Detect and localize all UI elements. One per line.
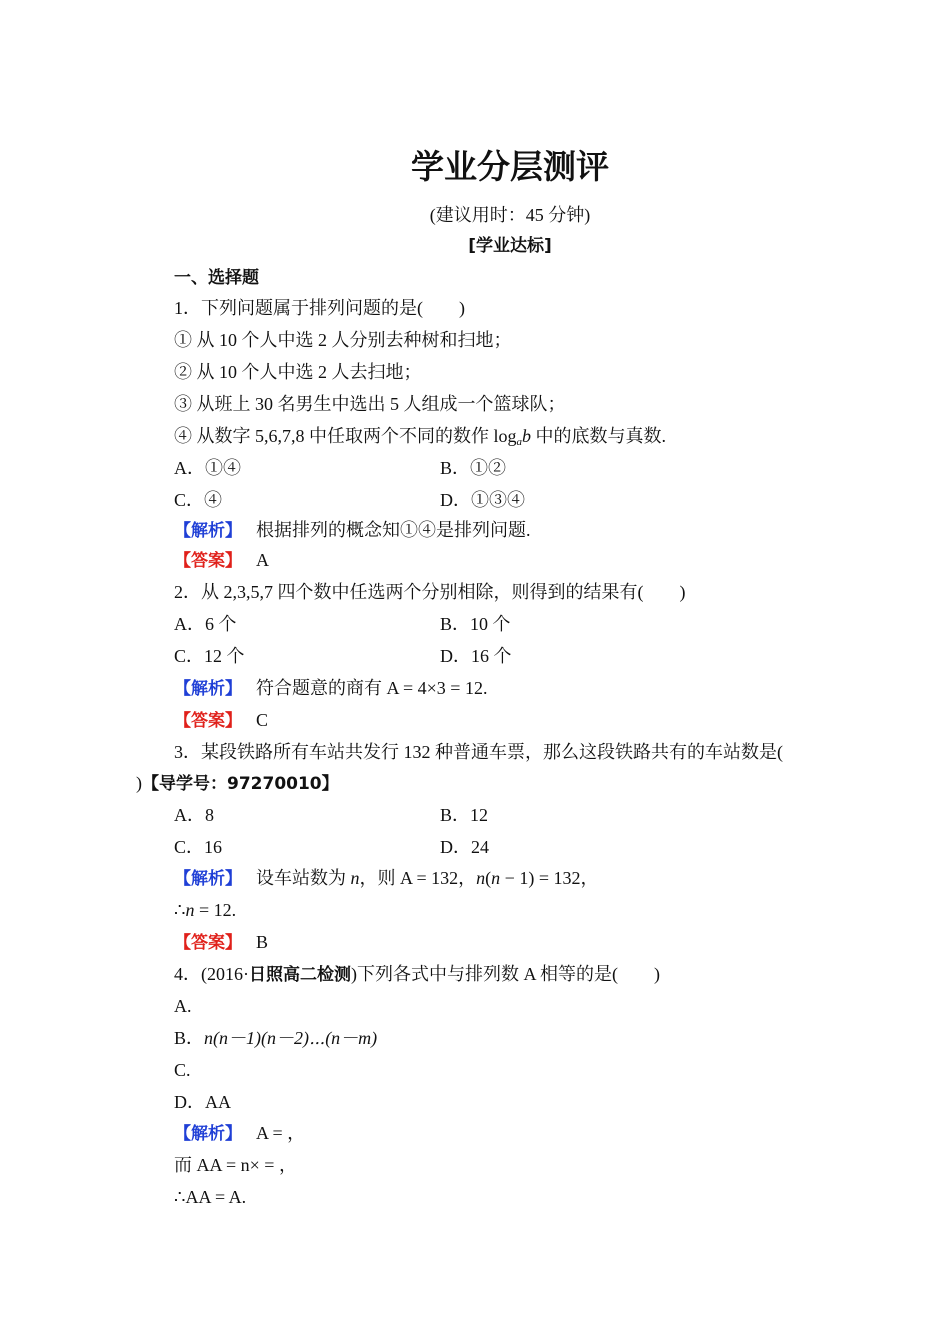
q2-stem: 2．从 2,3,5,7 四个数中任选两个分别相除，则得到的结果有( ) — [174, 582, 686, 602]
q1-item-4 — [174, 424, 666, 454]
q4-stem-pre: 4．(2016· — [174, 964, 249, 984]
q3-stem: 3．某段铁路所有车站共发行 132 种普通车票，那么这段铁路共有的车站数是( — [174, 742, 783, 762]
q3-analysis-text: ，则 A = 132， — [359, 868, 477, 888]
part-heading: 一、选择题 — [174, 268, 259, 288]
q1-item-2: ② 从 10 个人中选 2 人去扫地； — [174, 362, 422, 382]
q2-option-a: A．6 个 — [174, 614, 237, 634]
q1-option-b: B．①② — [440, 458, 507, 478]
analysis-tag: 【解析】 — [174, 521, 242, 541]
q2-analysis-text: 符合题意的商有 A = 4×3 = 12. — [256, 678, 488, 698]
q4-stem — [174, 962, 660, 987]
answer-tag: 【答案】 — [174, 551, 242, 571]
q2-option-d: D．16 个 — [440, 646, 512, 666]
q3-option-c: C．16 — [174, 837, 223, 857]
q3-conclusion — [174, 898, 236, 922]
q4-analysis — [174, 1121, 305, 1146]
q3-analysis-text: ( — [485, 868, 492, 888]
q1-stem: 1．下列问题属于排列问题的是( ) — [174, 298, 465, 318]
q2-option-c: C．12 个 — [174, 646, 245, 666]
q2-option-b: B．10 个 — [440, 614, 511, 634]
q1-item-3: ③ 从班上 30 名男生中选出 5 人组成一个篮球队； — [174, 394, 566, 414]
q1-option-c: C．④ — [174, 490, 223, 510]
q4-option-d: D．AA — [174, 1092, 231, 1112]
q3-answer — [174, 930, 268, 955]
var-n: n — [491, 868, 501, 888]
q2-answer — [174, 708, 268, 733]
time-suggestion: (建议用时：45 分钟) — [429, 205, 591, 225]
q3-stem-cont — [136, 771, 339, 796]
therefore-sign: ∴ — [174, 900, 186, 920]
q4-stem-post: )下列各式中与排列数 A 相等的是( ) — [351, 964, 660, 984]
q4-option-b-label: B． — [174, 1028, 205, 1048]
q4-analysis-line-2: 而 AA = n× = ， — [174, 1155, 297, 1175]
q3-option-b: B．12 — [440, 805, 489, 825]
q1-item-1: ① 从 10 个人中选 2 人分别去种树和扫地； — [174, 330, 512, 350]
q1-item-4-sub: a — [516, 436, 522, 448]
q1-answer-value: A — [256, 550, 269, 570]
analysis-tag: 【解析】 — [174, 869, 242, 889]
page-title: 学业分层测评 — [411, 147, 609, 186]
q1-item-4-post: 中的底数与真数. — [531, 426, 666, 446]
q4-analysis-line-3: ∴AA = A. — [174, 1187, 247, 1207]
var-n: n — [350, 868, 360, 888]
var-n: n — [476, 868, 486, 888]
q4-source: 日照高二检测 — [249, 965, 351, 985]
q4-option-a: A. — [174, 996, 192, 1016]
q4-analysis-text: A = ， — [256, 1123, 306, 1143]
q3-analysis — [174, 866, 598, 891]
q2-analysis — [174, 676, 487, 701]
q3-option-d: D．24 — [440, 837, 489, 857]
q4-option-b — [174, 1026, 377, 1050]
q2-answer-value: C — [256, 710, 269, 730]
q4-option-c: C. — [174, 1060, 191, 1080]
var-n: n — [185, 900, 195, 920]
q1-analysis — [174, 518, 531, 543]
q1-option-d: D．①③④ — [440, 490, 525, 510]
q1-option-a: A．①④ — [174, 458, 241, 478]
q3-option-a: A．8 — [174, 805, 214, 825]
guide-number: 【导学号：97270010】 — [142, 774, 339, 794]
q1-item-4-pre: ④ 从数字 5,6,7,8 中任取两个不同的数作 log — [174, 426, 517, 446]
answer-tag: 【答案】 — [174, 711, 242, 731]
q3-analysis-text: 设车站数为 — [256, 868, 351, 888]
q1-analysis-text: 根据排列的概念知①④是排列问题. — [256, 520, 531, 540]
q3-conclusion-text: = 12. — [194, 900, 237, 920]
answer-tag: 【答案】 — [174, 933, 242, 953]
analysis-tag: 【解析】 — [174, 1124, 242, 1144]
q1-answer — [174, 548, 269, 573]
q3-answer-value: B — [256, 932, 269, 952]
q4-option-b-expr: n(n－1)(n－2)⋯(n－m) — [204, 1028, 378, 1048]
section-label: [学业达标] — [468, 236, 552, 256]
q3-analysis-text: − 1) = 132， — [500, 868, 599, 888]
analysis-tag: 【解析】 — [174, 679, 242, 699]
q1-item-4-var: b — [522, 426, 531, 446]
q3-paren: ) — [136, 773, 142, 793]
